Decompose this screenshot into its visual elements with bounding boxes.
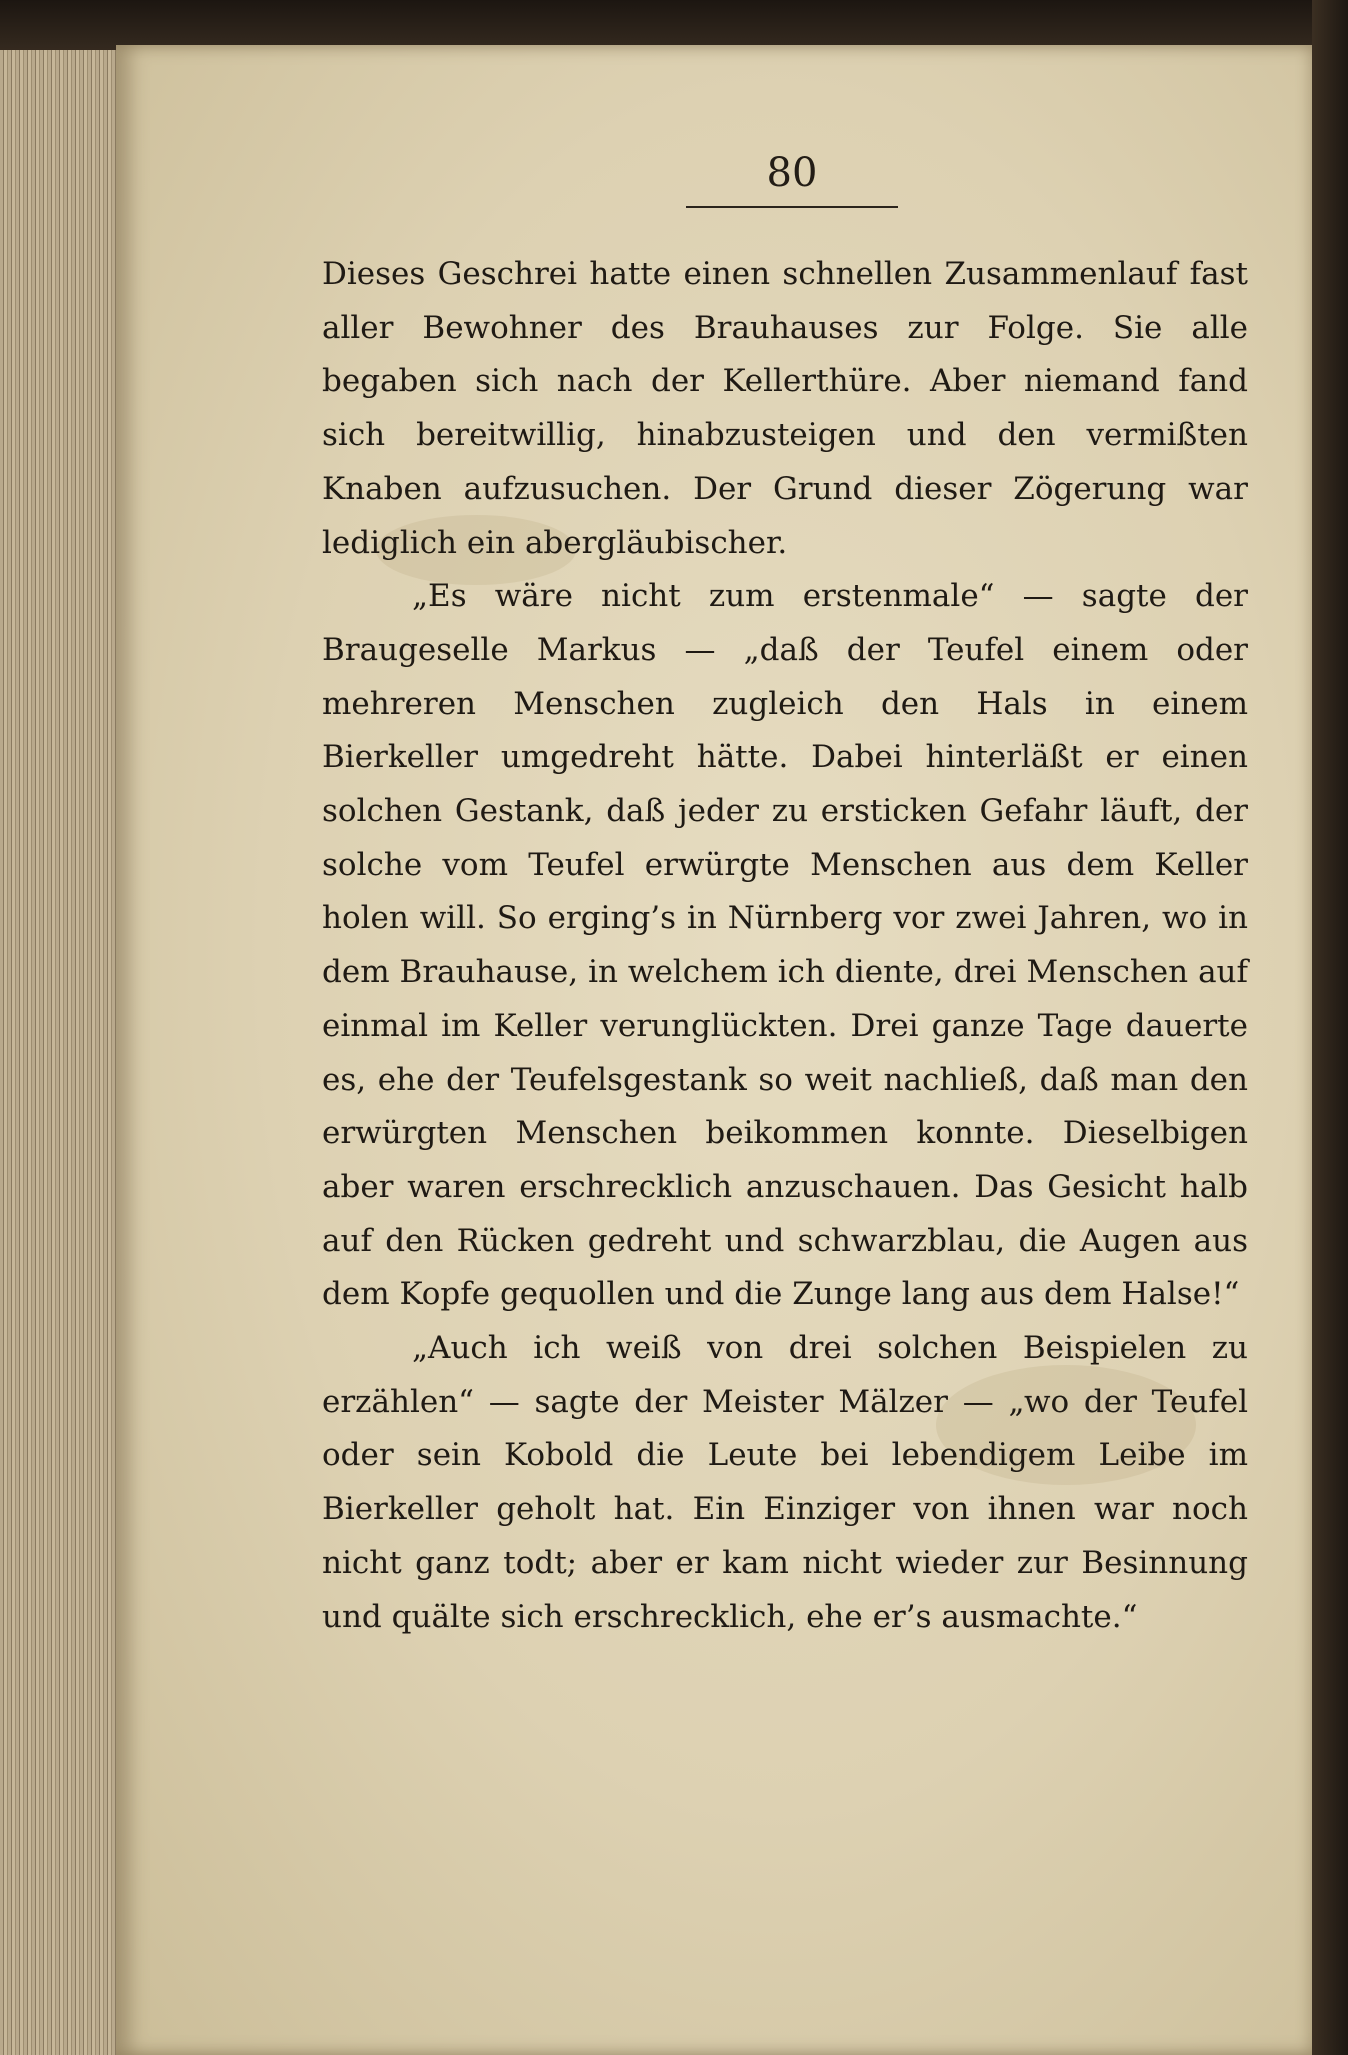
body-text [322, 248, 1248, 1644]
header-rule [686, 206, 898, 208]
page-number: 80 [766, 150, 818, 196]
paragraph-1: Dieses Geschrei hatte einen schnellen Zusammenlauf fast aller Bewohner des Brauhauses zur Folge. Sie alle begaben sich nach der Kellerthüre. Aber niemand fand sich bereitwillig, hinabzusteigen und den vermißten Knaben aufzusuchen. Der Grund dieser Zögerung war lediglich ein abergläubischer. [322, 256, 1248, 561]
paragraph-2: „Es wäre nicht zum erstenmale“ — sagte der Braugeselle Markus — „daß der Teufel einem oder mehreren Menschen zugleich den Hals in einem Bierkeller umgedreht hätte. Dabei hinterläßt er einen solchen Gestank, daß jeder zu ersticken Gefahr läuft, der solche vom Teufel erwürgte Menschen aus dem Keller holen will. So erging’s in Nürnberg vor zwei Jahren, wo in dem Brauhause, in welchem ich diente, drei Menschen auf einmal im Keller verunglückten. Drei ganze Tage dauerte es, ehe der Teufelsgestank so weit nachließ, daß man den erwürgten Menschen beikommen konnte. Dieselbigen aber waren erschrecklich anzuschauen. Das Gesicht halb auf den Rücken gedreht und schwarzblau, die Augen aus dem Kopfe gequollen und die Zunge lang aus dem Halse!“ [322, 578, 1248, 1313]
book-cover-right [1312, 0, 1348, 2055]
paragraph-3: „Auch ich weiß von drei solchen Beispielen zu erzählen“ — sagte der Meister Mälzer — „wo der Teufel oder sein Kobold die Leute bei lebendigem Leibe im Bierkeller geholt hat. Ein Einziger von ihnen war noch nicht ganz todt; aber er kam nicht wieder zur Besinnung und quälte sich erschrecklich, ehe er’s ausmachte.“ [322, 1330, 1248, 1635]
page-edges [0, 50, 125, 2055]
